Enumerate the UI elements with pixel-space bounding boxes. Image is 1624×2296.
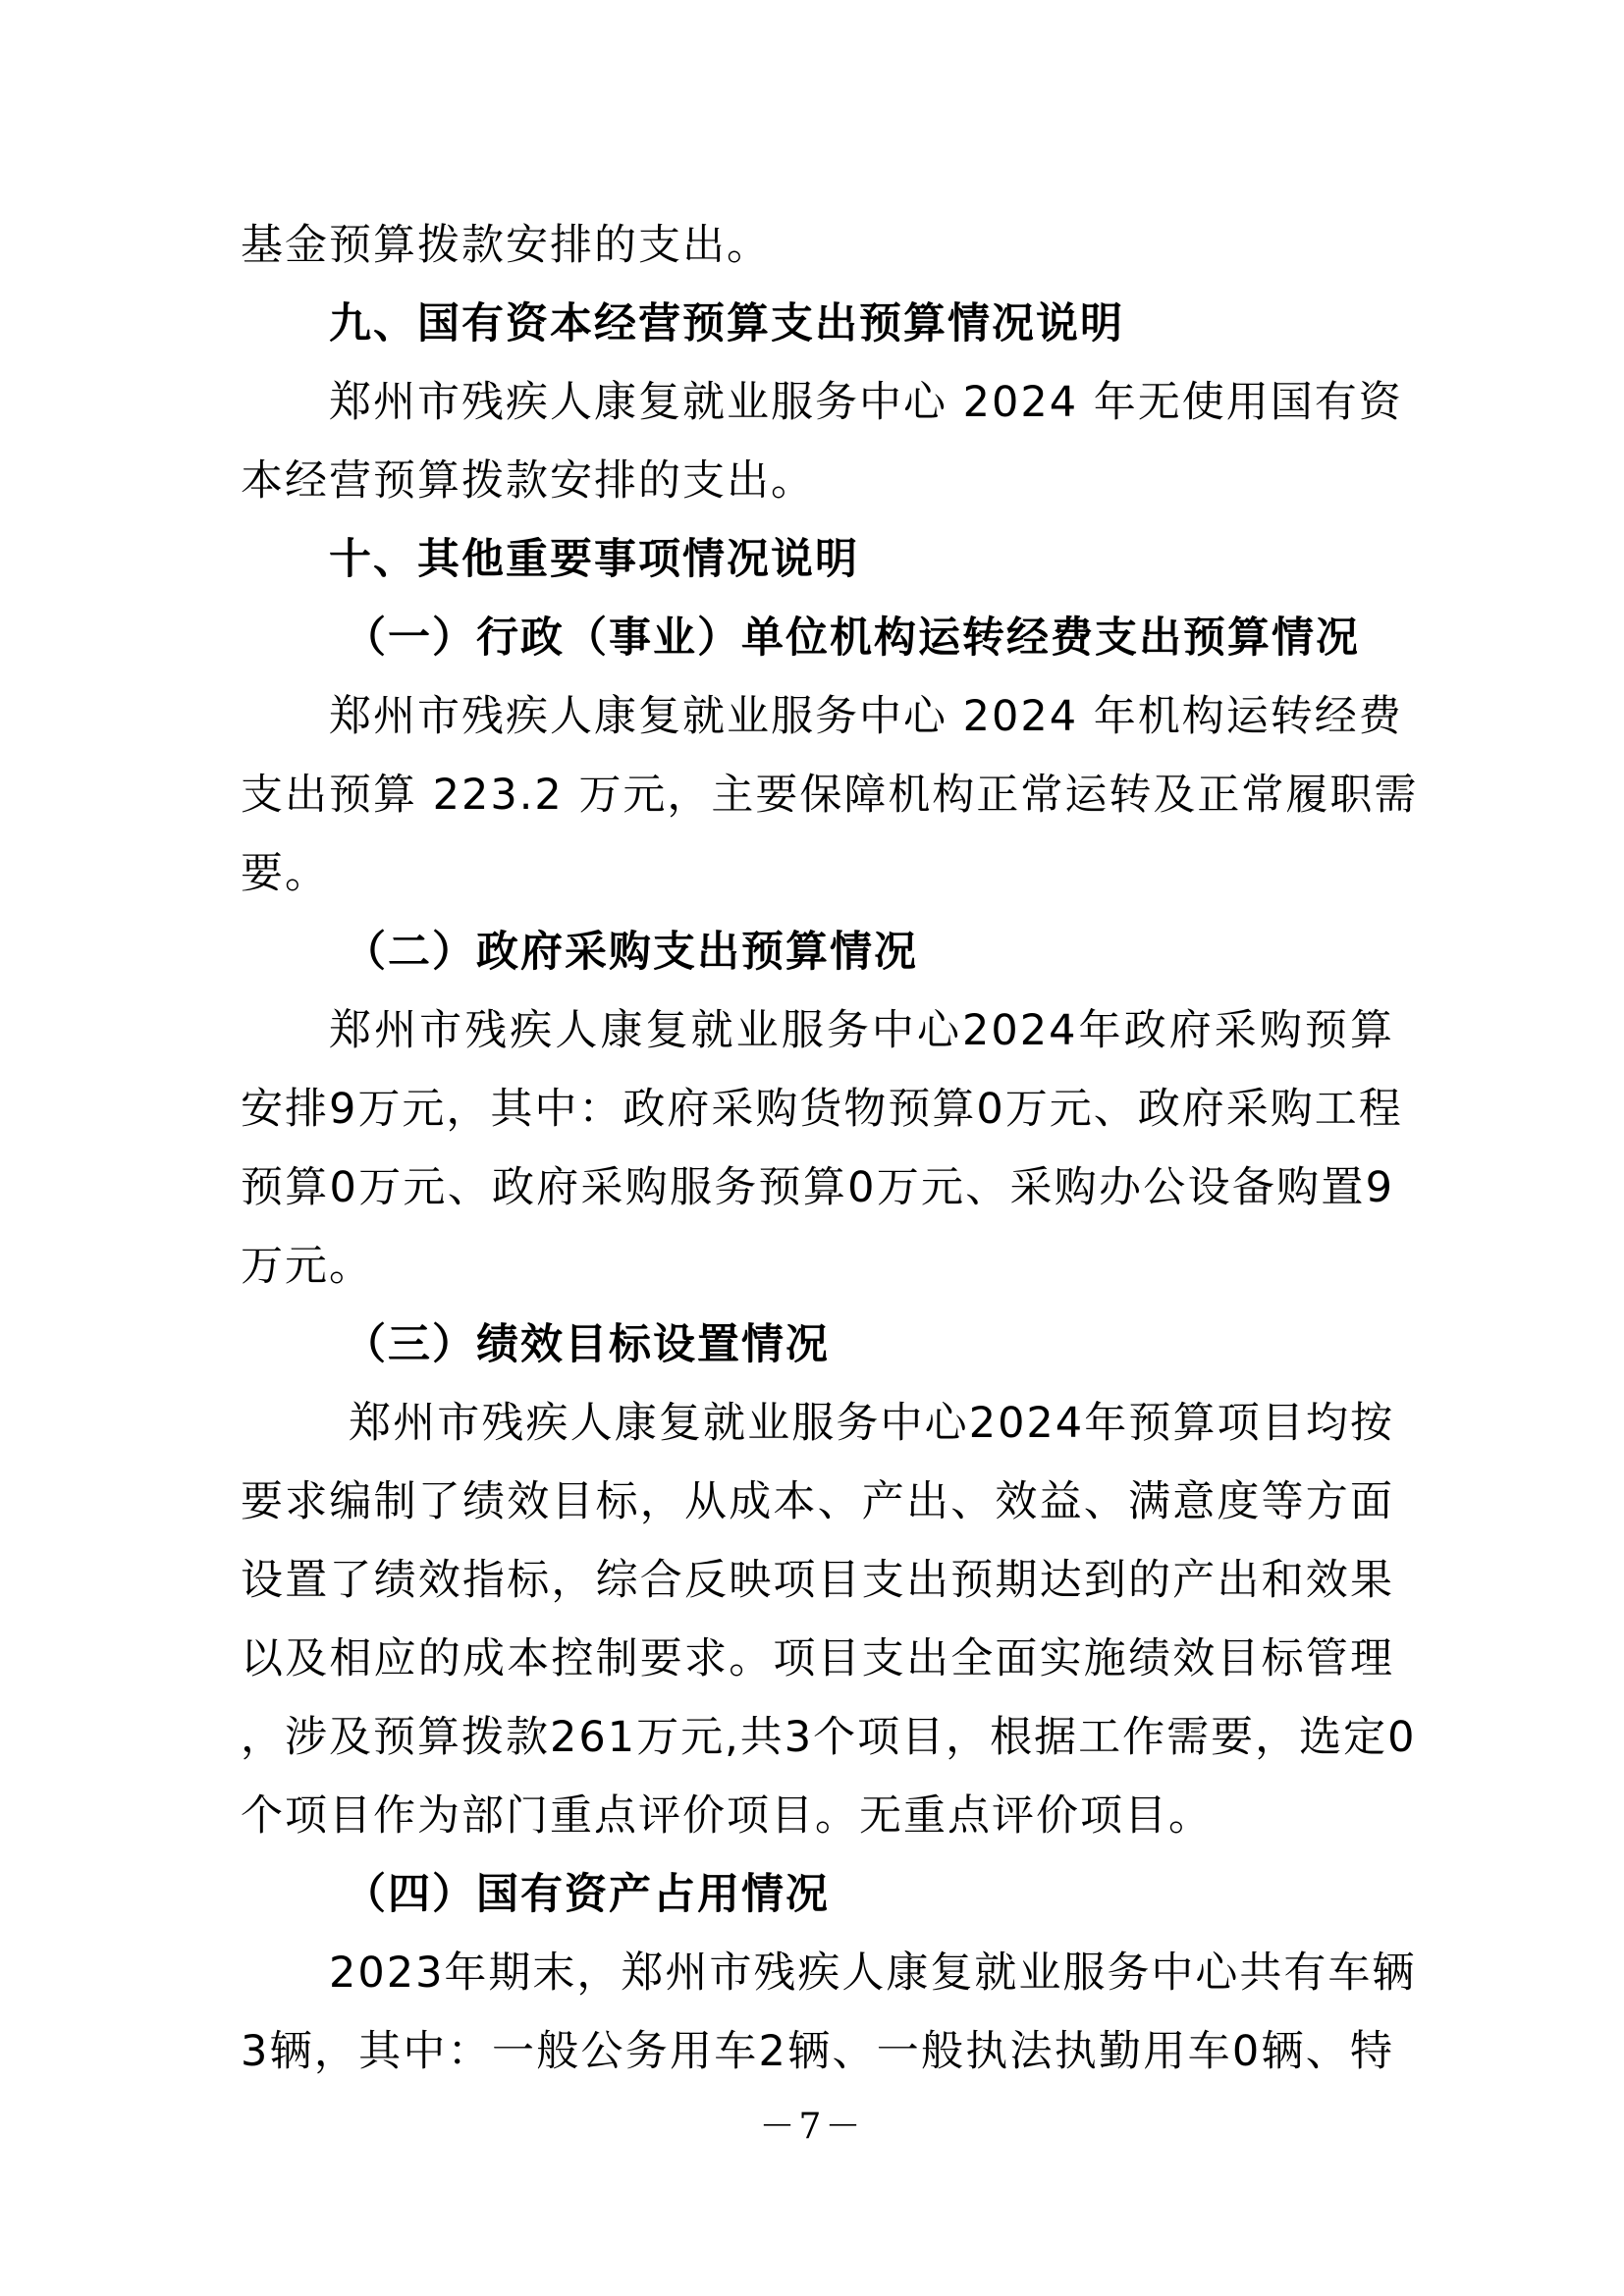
body-text-line: 个项目作为部门重点评价项目。无重点评价项目。 xyxy=(241,1791,1213,1841)
body-text-line: ，涉及预算拨款261万元,共3个项目，根据工作需要，选定0 xyxy=(241,1713,1417,1762)
section-heading-nine: 九、国有资本经营预算支出预算情况说明 xyxy=(329,299,1124,348)
body-text-line: 万元。 xyxy=(241,1242,373,1291)
subsection-heading-4: （四）国有资产占用情况 xyxy=(344,1870,830,1919)
body-text-line: 设置了绩效指标，综合反映项目支出预期达到的产出和效果 xyxy=(241,1556,1394,1605)
body-text-line: 要求编制了绩效目标，从成本、产出、效益、满意度等方面 xyxy=(241,1477,1394,1526)
body-text-line: 郑州市残疾人康复就业服务中心 2024 年无使用国有资 xyxy=(329,378,1403,427)
body-text-line: 郑州市残疾人康复就业服务中心2024年政府采购预算 xyxy=(329,1006,1394,1055)
body-text-line: 支出预算 223.2 万元，主要保障机构正常运转及正常履职需 xyxy=(241,771,1419,820)
body-text-line: 本经营预算拨款安排的支出。 xyxy=(241,456,815,506)
body-text-line: 郑州市残疾人康复就业服务中心 2024 年机构运转经费 xyxy=(329,692,1403,741)
body-text-line: 预算0万元、政府采购服务预算0万元、采购办公设备购置9 xyxy=(241,1163,1394,1212)
body-text-line: 以及相应的成本控制要求。项目支出全面实施绩效目标管理 xyxy=(241,1634,1394,1683)
body-text-line: 2023年期末，郑州市残疾人康复就业服务中心共有车辆 xyxy=(329,1949,1417,1998)
page-number: －7－ xyxy=(759,2107,865,2147)
body-text-line: 基金预算拨款安排的支出。 xyxy=(241,221,771,270)
subsection-heading-3: （三）绩效目标设置情况 xyxy=(344,1320,830,1369)
subsection-heading-1: （一）行政（事业）单位机构运转经费支出预算情况 xyxy=(344,614,1360,663)
body-text-line: 安排9万元，其中：政府采购货物预算0万元、政府采购工程 xyxy=(241,1085,1403,1134)
subsection-heading-2: （二）政府采购支出预算情况 xyxy=(344,928,918,977)
section-heading-ten: 十、其他重要事项情况说明 xyxy=(329,535,859,584)
body-text-line: 郑州市残疾人康复就业服务中心2024年预算项目均按 xyxy=(349,1399,1394,1448)
body-text-line: 3辆，其中：一般公务用车2辆、一般执法执勤用车0辆、特 xyxy=(241,2027,1394,2076)
body-text-line: 要。 xyxy=(241,849,329,898)
